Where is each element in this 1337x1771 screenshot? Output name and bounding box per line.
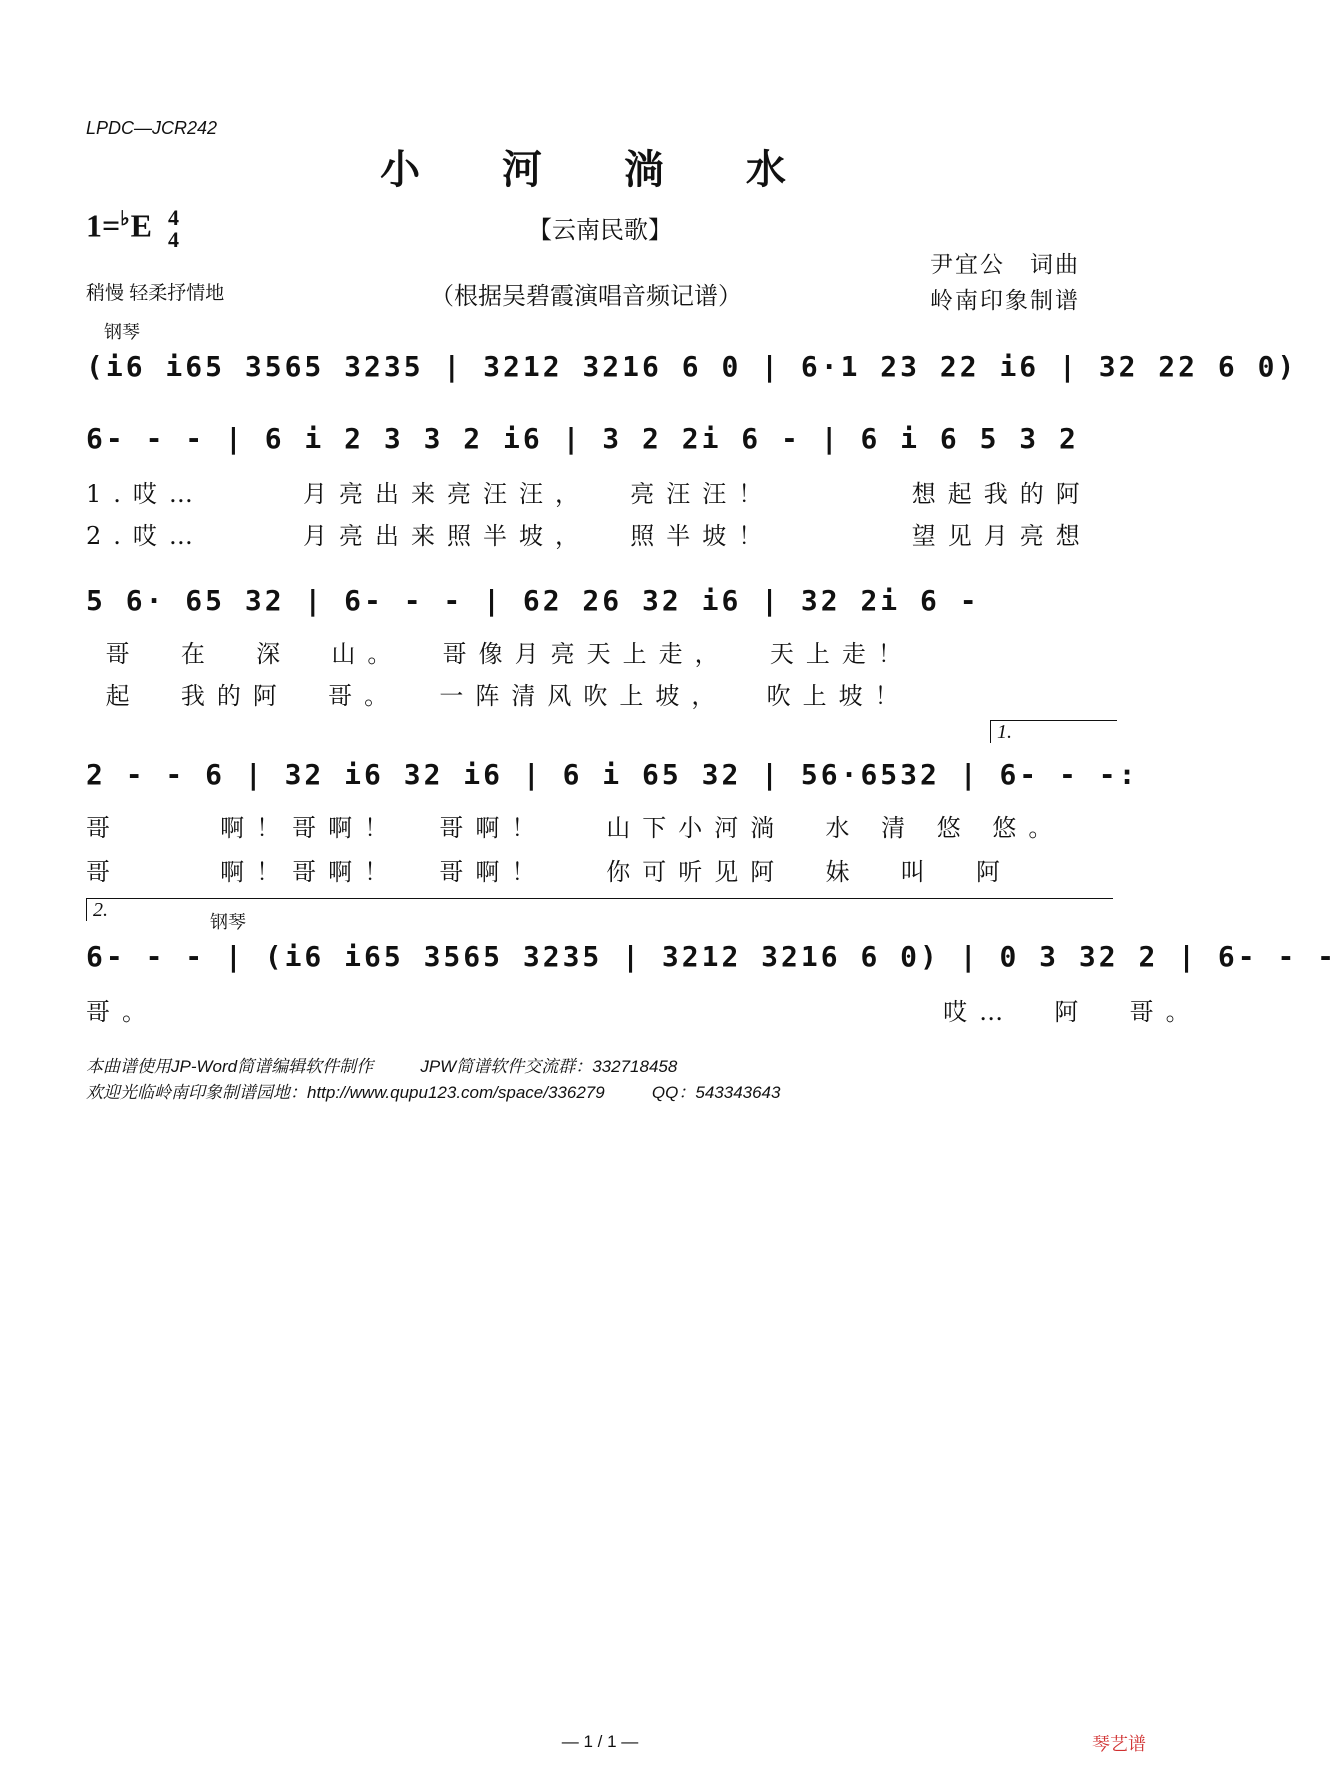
score-code: LPDC—JCR242	[86, 118, 218, 138]
brand-watermark: 琴艺谱	[1092, 1734, 1146, 1754]
notation-row-1: (i6 i65 3565 3235 | 3212 3216 6 0 | 6·1 23 22 i6 | 32 22 6 0)	[86, 350, 1298, 383]
time-bottom: 4	[168, 227, 180, 253]
credit-notation: 岭南印象制谱	[930, 288, 1080, 314]
lyrics-row-2-verse-1: 1.哎… 月亮出来亮汪汪， 亮汪汪！ 想起我的阿	[86, 480, 1092, 508]
source-note: （根据吴碧霞演唱音频记谱）	[430, 282, 742, 310]
key-prefix: 1=	[86, 207, 121, 244]
notation-row-4: 2 - - 6 | 32 i6 32 i6 | 6 i 65 32 | 56·6532 | 6- - -:	[86, 758, 1139, 791]
page-title: 小 河 淌 水	[380, 146, 820, 193]
instrument-label-2: 钢琴	[210, 912, 246, 932]
notation-row-3: 5 6· 65 32 | 6- - - | 62 26 32 i6 | 32 2i 6 -	[86, 584, 980, 617]
notation-row-2: 6- - - | 6 i 2 3 3 2 i6 | 3 2 2i 6 - | 6 i 6 5 3 2	[86, 422, 1079, 455]
lyrics-row-4-verse-1: 哥 啊！哥啊！ 哥啊！ 山下小河淌 水 清 悠 悠。	[86, 814, 1065, 842]
tempo-marking: 稍慢 轻柔抒情地	[86, 283, 225, 304]
volta-2: 2.	[86, 898, 1113, 921]
lyrics-row-3-verse-1: 哥 在 深 山。 哥像月亮天上走， 天上走！	[86, 640, 914, 668]
key-note: E	[130, 207, 153, 244]
instrument-label: 钢琴	[104, 322, 140, 342]
flat-symbol: ♭	[120, 208, 130, 230]
notation-row-5: 6- - - | (i6 i65 3565 3235 | 3212 3216 6 0) | 0 3 32 2 | 6- - -	[86, 940, 1337, 973]
page-number: — 1 / 1 —	[561, 1732, 639, 1751]
lyrics-row-3-verse-2: 起 我的阿 哥。 一阵清风吹上坡， 吹上坡！	[86, 682, 911, 710]
volta-1: 1.	[990, 720, 1117, 743]
lyrics-row-2-verse-2: 2.哎… 月亮出来照半坡， 照半坡！ 望见月亮想	[86, 522, 1092, 550]
genre-label: 【云南民歌】	[528, 216, 672, 244]
lyrics-row-4-verse-2: 哥 啊！哥啊！ 哥啊！ 你可听见阿 妹 叫 阿	[86, 858, 1013, 886]
footer-line-1: 本曲谱使用JP-Word简谱编辑软件制作 JPW简谱软件交流群：332718458	[86, 1057, 678, 1076]
time-top: 4	[168, 205, 180, 231]
lyrics-row-5-verse-1: 哥。 哎… 阿 哥。	[86, 998, 1202, 1026]
footer-line-2: 欢迎光临岭南印象制谱园地：http://www.qupu123.com/space/336279 QQ：543343643	[86, 1083, 781, 1102]
credit-words: 尹宜公 词曲	[930, 252, 1080, 278]
